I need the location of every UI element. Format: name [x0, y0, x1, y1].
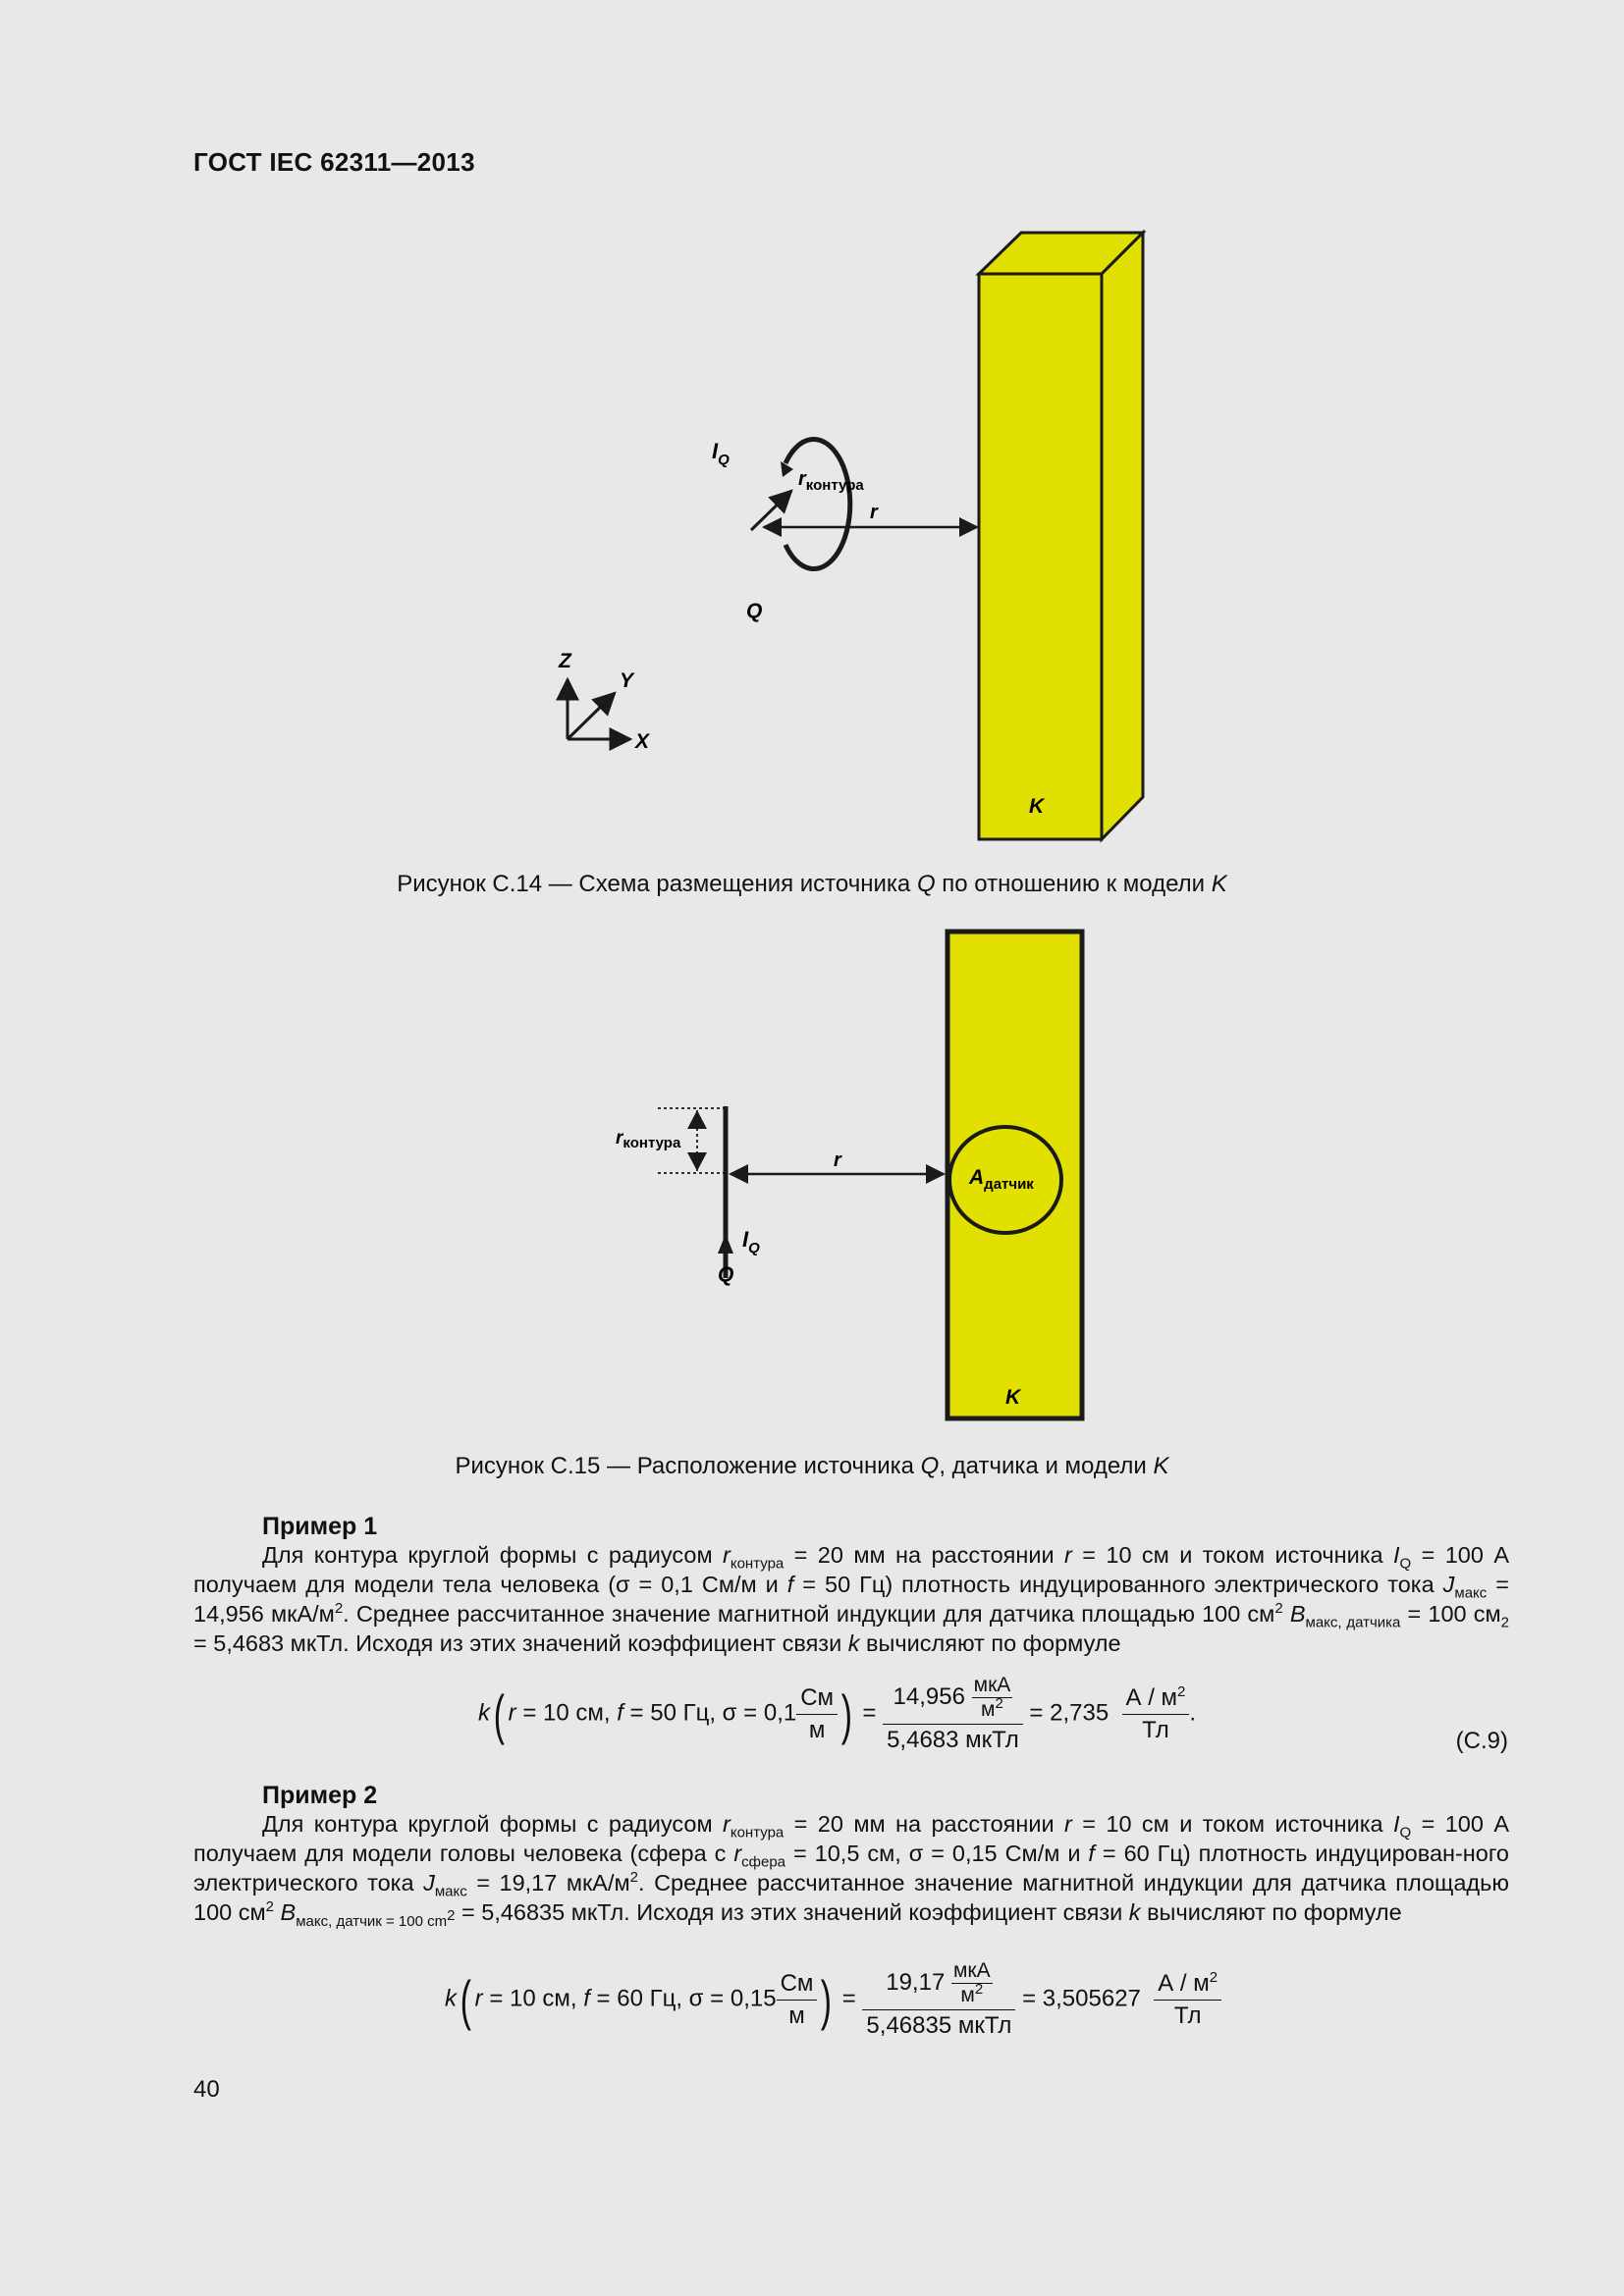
example-2-title: Пример 2 [262, 1782, 378, 1809]
example-1-text: Для контура круглой формы с радиусом $r_{контура} = 20$ мм на расстоянии r = 10 см и током источника $I_Q = 100$ А получаем для модели тела человека (σ = 0,1 См/м и f = 50 Гц) плотность индуцированного электрического тока $J_{макс} = 14,956$ мкА/$м^2$. Среднее рассчитанное значение магнитной индукции для датчика площадью 100 $см^2$ $B_{макс, датчика} = 100$ $см_2 = 5,4683$ мкТл. Исходя из этих значений коэффициент связи k вычисляют по формуле [193, 1542, 1510, 1656]
document-header: ГОСТ IEC 62311—2013 [193, 147, 475, 177]
r-contour-label-2: r [616, 1128, 623, 1148]
page-number: 40 [193, 2076, 220, 2103]
axis-z-label: Z [559, 650, 571, 672]
svg-text:IQ: $I_Q$ [712, 439, 730, 468]
q-label-2: Q [718, 1263, 734, 1286]
example-2-text: Для контура круглой формы с радиусом $r_{контура} = 20$ мм на расстоянии r = 10 см и током источника $I_Q = 100$ А получаем для модели головы человека (сфера с $r_{сфера} = 10,5$ см, σ = 0,15 См/м и f = 60 Гц) плотность индуцирован-ного электрического тока $J_{макс} = 19,17$ мкА/$м^2$. Среднее рассчитанное значение магнитной индукции для датчика площадью 100 $см^2$ $B_{макс, датчик = 100 cm^2} = 5,46835$ мкТл. Исходя из этих значений коэффициент связи k вычисляют по формуле [193, 1811, 1510, 1930]
figure-c15-caption: Рисунок С.15 — Расположение источника Q, датчика и модели K [455, 1453, 1169, 1479]
sensor-a-label: A [969, 1166, 985, 1189]
svg-text:IQ: $I_Q$ [742, 1227, 760, 1256]
formula-c9: k( r = 10 см, f = 50 Гц, σ = 0,1 $\frac{См}{м}$ ) = 14,956 $\frac{\text{мкА}}{м^2}$ 5,4683 мкТл = 2,735 $\frac{А / м^2}{Тл}$ . [478, 1674, 1197, 1753]
formula-example-2: k( r = 10 см, f = 60 Гц, σ = 0,15 $\frac{См}{м}$ ) = 19,17 $\frac{\text{мкА}}{м^2}$ 5,46835 мкТл = 3,505627 $\frac{А / м^2}{Тл}$ [445, 1959, 1221, 2040]
r-label: r [870, 502, 878, 523]
svg-text:Aдатчик: $A_{датчик}$ [969, 1166, 1034, 1193]
model-k-label: K [1029, 795, 1045, 818]
figure-c14-caption: Рисунок С.14 — Схема размещения источника Q по отношению к модели K [397, 871, 1227, 897]
iq-label: I [712, 439, 719, 463]
r-label-2: r [834, 1149, 841, 1171]
iq-label-2: I [742, 1227, 749, 1252]
model-k-label-2: K [1005, 1386, 1021, 1409]
svg-text:rконтура: $r_{контура}$ [798, 468, 864, 494]
svg-text:rконтура: $r_{контура}$ [616, 1128, 681, 1151]
example-1-title: Пример 1 [262, 1513, 378, 1540]
axis-y-label: Y [620, 669, 634, 692]
equation-number: (С.9) [1455, 1728, 1508, 1754]
r-contour-label: r [798, 468, 806, 490]
q-label: Q [746, 600, 763, 622]
axis-x-label: X [635, 730, 650, 753]
